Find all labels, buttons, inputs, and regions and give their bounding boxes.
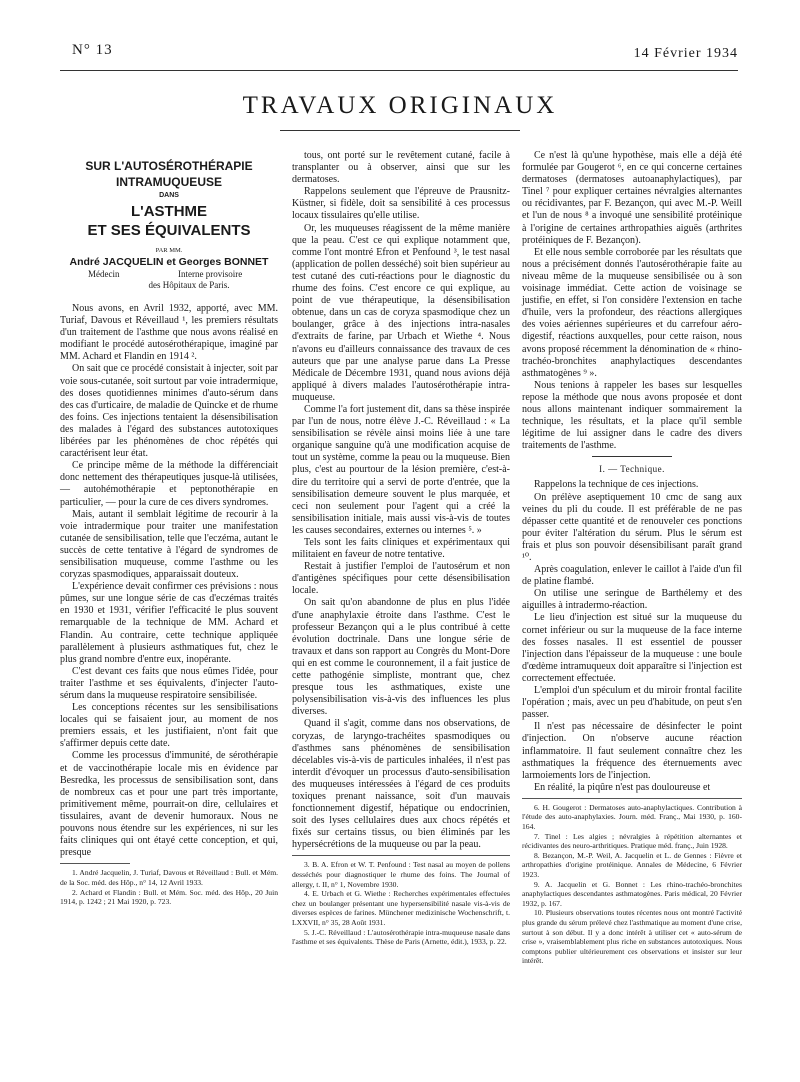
section-rule <box>280 130 520 131</box>
column-3-body-b <box>522 479 742 793</box>
body-paragraph: Après coagulation, enlever le caillot à l'aide d'un fil de platine flambé. <box>522 564 742 588</box>
section-divider <box>592 456 672 457</box>
column-3-footnotes <box>522 803 742 966</box>
issue-number: N° 13 <box>72 42 113 58</box>
body-paragraph: On sait que ce procédé consistait à injecter, soit par voie sous-cutanée, soit surtout par voie intradermique, des doses quotidiennes minimes d'auto-sérum dans des cas d'urticaire, de maladie de Quincke et de rhume des foins. Ces injections tentaient la désensibilisation des malades à l'égard des substances autotoxiques libérées par les phénomènes de choc répétés qui caractérisent leur état. <box>60 363 278 460</box>
body-paragraph: Ce n'est là qu'une hypothèse, mais elle a déjà été formulée par Gougerot ⁶, en ce qui concerne certaines dermatoses (dermatoses autoanaphylactiques), par Tinel ⁷ pour expliquer certaines névralgies alternantes ou récidivantes, par F. Bezançon, qui avec M.-P. Weill et l'un de nous ⁸ a invoqué une sensibilité protéinique à l'origine de certaines arthropathies aiguës (arthrites protéiniques de F. Bezançon). <box>522 150 742 246</box>
body-paragraph: Restait à justifier l'emploi de l'autosérum et non d'antigènes spécifiques pour cette désensibilisation locale. <box>292 561 510 597</box>
body-paragraph: Or, les muqueuses réagissent de la même manière que la peau. C'est ce qui explique notamment que, comme l'ont montré Efron et Penfound ³, le test nasal (application de pollen desséché) soit bien supérieur au test cutané des cuti-réactions pour le diagnostic du rhume des foins. C'est encore ce qui explique, au point de vue thérapeutique, la désensibilisation obtenue, dans un cas de coryza spasmodique chez un boulanger, grâce à des injections intra-nasales d'extraits de farine, par Urbach et Wiethe ⁴. Nous n'avons eu d'ailleurs connaissance des travaux de ces auteurs que par une analyse parue dans La Presse Médicale de Décembre 1931, quand nous avions déjà appliqué à divers malades l'autosérothérapie intra-muqueuse. <box>292 222 510 403</box>
footnote-separator <box>292 855 510 856</box>
footnote-separator <box>522 798 742 799</box>
footnote: 4. E. Urbach et G. Wiethe : Recherches expérimentales effectuées chez un boulanger présentant une hypersensibilité nasale vis-à-vis de diverses espèces de farines. Münchener medizinische Wochenschrift, t. LXXVII, n° 35, 28 Août 1931. <box>292 889 510 927</box>
footnote: 8. Bezançon, M.-P. Weil, A. Jacquelin et L. de Gennes : Fièvre et arthropathies d'origine protéinique. Annales de Médecine, 6 Février 1923. <box>522 850 742 880</box>
column-1 <box>60 150 278 907</box>
article-title-line-2: INTRAMUQUEUSE <box>115 175 222 189</box>
body-paragraph: Les conceptions récentes sur les sensibilisations locales qui se faisaient jour, au moment de nos premiers essais, et les justifiaient, n'ont fait que s'affirmer depuis cette date. <box>60 702 278 750</box>
body-paragraph: Il n'est pas nécessaire de désinfecter le point d'injection. On n'observe aucune réaction inflammatoire. Il faut seulement connaître chez les asthmatiques la fréquence des éternuements avec larmoiements lors de l'injection. <box>522 721 742 781</box>
body-paragraph: Quand il s'agit, comme dans nos observations, de coryzas, de laryngo-trachéites spasmodiques ou d'asthmes sans phénomènes de sensibilisation décelables vis-à-vis de particules inhalées, il n'est pas interdit d'évoquer un processus d'auto-sensibilisation des muqueuses intéressées à l'égard de ces produits toxiques prenant naissance, soit d'un mauvais fonctionnement digestif, hépatique ou endocrinien, soit des lyses cellulaires dues aux chocs répétés et fixés sur certains tissus, ou bien éliminés par les hypersécrétions de la muqueuse ou par la peau. <box>292 718 510 851</box>
issue-date: 14 Février 1934 <box>633 46 738 61</box>
column-3-body-a <box>522 150 742 452</box>
body-paragraph: L'emploi d'un spéculum et du miroir frontal facilite l'opération ; mais, avec un peu d'habitude, on peut s'en passer. <box>522 685 742 721</box>
footnote: 10. Plusieurs observations toutes récentes nous ont montré l'activité plus grande du sérum prélevé chez l'asthmatique au moment d'une crise, surtout à son début. Il y a donc intérêt à utiliser cet « auto-sérum de crise », vraisemblablement plus riche en substances autotoxiques. Nous comptons publier ultérieurement ces observations et insister sur leur intérêt. <box>522 908 742 966</box>
subsection-heading: I. — Technique. <box>599 464 665 475</box>
article-title-line-3: L'ASTHME <box>130 203 208 220</box>
footnote: 3. B. A. Efron et W. T. Penfound : Test nasal au moyen de pollens desséchés pour diagnostiquer le rhume des foins. The Journal of allergy, t. II, n° 1, Novembre 1930. <box>292 860 510 889</box>
header-rule <box>60 70 738 71</box>
body-paragraph: Le lieu d'injection est situé sur la muqueuse du cornet inférieur ou sur la muqueuse de la face interne des fosses nasales. Il est essentiel de pousser l'injection dans l'épaisseur de la muqueuse : une boule d'œdème intramuqueux doit apparaître si l'injection est correctement effectuée. <box>522 612 742 684</box>
column-3 <box>522 150 742 966</box>
article-title-line-1: SUR L'AUTOSÉROTHÉRAPIE <box>85 159 253 173</box>
footnote: 1. André Jacquelin, J. Turiaf, Davous et Réveillaud : Bull. et Mém. de la Soc. méd. des Hôp., n° 14, 12 Avril 1933. <box>60 868 278 887</box>
footnote-separator <box>60 863 130 864</box>
footnote: 7. Tinel : Les algies ; névralgies à répétition alternantes et récidivantes des neuro-arthritiques. Pratique méd. franç., Juin 1928. <box>522 831 742 851</box>
body-paragraph: Comme les processus d'immunité, de sérothérapie et de vaccinothérapie locale mis en évidence par Besredka, les processus de sensibilisation sont, dans de nombreux cas et pour une part très importante, primitivement même, pourrait-on dire, cellulaires et tissulaires, avant de devenir humoraux. Nous ne pouvons nous étendre sur les expériences, ni sur les faits cliniques qui ont étayé cette conception, et qui, presque <box>60 750 278 859</box>
par-mm: PAR MM. <box>155 247 183 254</box>
body-paragraph: Nous avons, en Avril 1932, apporté, avec MM. Turiaf, Davous et Réveillaud ¹, les premiers résultats d'un traitement de l'asthme que nous avons réalisé en modifiant le procédé autosérothérapique, imaginé par MM. Achard et Flandin en 1914 ². <box>60 303 278 363</box>
body-paragraph: Rappelons la technique de ces injections. <box>534 479 699 491</box>
column-1-body <box>60 303 278 859</box>
body-paragraph: On sait qu'on abandonne de plus en plus l'idée d'une anaphylaxie étroite dans l'asthme. C'est le professeur Bezançon qui a le plus contribué à cette évolution doctrinale. Dans une longue série de travaux et dans son rapport au Congrès du Mont-Dore qui en est comme le couronnement, il a fait justice de cette pathogénie simpliste, montrant que, chez presque tous les asthmatiques, existe une polysensibilisation vis-à-vis des influences les plus diverses. <box>292 597 510 718</box>
body-paragraph: Mais, autant il semblait légitime de recourir à la voie intradermique pour traiter une manifestation cutanée de sensibilisation, telle que l'eczéma, autant le succès de cette tentative à l'égard de syndromes de sensibilisation muqueuse, comme l'asthme ou les coryzas spasmodiques, apparaissait douteux. <box>60 508 278 581</box>
body-paragraph: Comme l'a fort justement dit, dans sa thèse inspirée par l'un de nous, notre élève J.-C. Réveillaud : « La sensibilisation se révèle ainsi moins liée à une tare organique sanguine qu'à une modification acquise de tout un système, comme la peau ou la muqueuse. Bien plus, c'est au pourtour de la lésion première, c'est-à-dire du territoire qui a servi de porte d'entrée, que la sensibilisation demeure souvent le plus marquée, et ceci non seulement pour l'agent qui a créé la sensibilisation initiale, mais aussi vis-à-vis de toutes les causes secondaires, externes ou internes ⁵. » <box>292 403 510 536</box>
body-paragraph: Nous tenions à rappeler les bases sur lesquelles repose la méthode que nous avons proposée et dont nous allons maintenant indiquer sommairement la technique, les résultats, et la place qu'il semble légitime de lui assigner dans le cadre des divers traitements de l'asthme. <box>522 379 742 452</box>
author-affiliations <box>60 269 278 280</box>
body-paragraph: On prélève aseptiquement 10 cmc de sang aux veines du pli du coude. Il est préférable de ne pas dépasser cette quantité et de renouveler ces ponctions pour éviter l'altération du sérum. Plus le sérum est frais et plus son pouvoir désensibilisant paraît grand ¹⁰. <box>522 491 742 563</box>
footnote: 9. A. Jacquelin et G. Bonnet : Les rhino-trachéo-bronchites anaphylactiques descendantes asthmatogènes. Paris médical, 20 Février 1932, p. 167. <box>522 879 742 908</box>
article-authors: André JACQUELIN et Georges BONNET <box>69 256 269 268</box>
footnote: 2. Achard et Flandin : Bull. et Mém. Soc. méd. des Hôp., 20 Juin 1914, p. 1242 ; 21 Mai 1920, p. 723. <box>60 887 278 907</box>
affiliation-hospital: des Hôpitaux de Paris. <box>148 280 230 290</box>
body-paragraph: tous, ont porté sur le revêtement cutané, facile à transplanter ou à observer, ainsi que sur les dermatoses. <box>292 150 510 186</box>
body-paragraph: En réalité, la piqûre n'est pas douloureuse et <box>534 781 711 793</box>
section-title: TRAVAUX ORIGINAUX <box>242 92 558 119</box>
column-2-body <box>292 150 510 851</box>
body-paragraph: Ce principe même de la méthode la différenciait donc nettement des thérapeutiques jusque-là utilisées, — autohémothérapie et peptonothérapie en particulier, — pour la cure de ces divers syndromes. <box>60 460 278 508</box>
affiliation-right: Interne provisoire <box>178 269 243 279</box>
column-1-footnotes <box>60 868 278 906</box>
body-paragraph: Tels sont les faits cliniques et expérimentaux qui militaient en faveur de notre tentative. <box>292 537 510 561</box>
column-2 <box>292 150 510 947</box>
article-title-line-4: ET SES ÉQUIVALENTS <box>87 222 251 239</box>
footnote: 5. J.-C. Réveillaud : L'autosérothérapie intra-muqueuse nasale dans l'asthme et ses équivalents. Thèse de Paris (Arnette, édit.), 1933, p. 22. <box>292 927 510 947</box>
body-paragraph: Et elle nous semble corroborée par les résultats que nous a précisément donnés l'autosérothérapie faite au niveau même de la muqueuse sensibilisée ou à son voisinage immédiat. Cette action de voisinage se justifie, en effet, si l'on considère l'extension en tache d'huile, vers la profondeur, des réactions allergiques des voies aériennes supérieures et du carrefour aéro-digestif, réactions auxquelles, pour cette raison, nous avons proposé récemment la dénomination de « rhino-trachéo-bronchites anaphylactiques descendantes asthmatogènes ⁹ ». <box>522 246 742 379</box>
body-paragraph: C'est devant ces faits que nous eûmes l'idée, pour traiter l'asthme et ses équivalents, d'injecter l'auto-sérum dans la muqueuse respiratoire sensibilisée. <box>60 665 278 701</box>
article-title-dans: DANS <box>159 192 179 199</box>
affiliation-left: Médecin <box>88 269 120 279</box>
footnote: 6. H. Gougerot : Dermatoses auto-anaphylactiques. Contribution à l'étude des auto-anaphylaxies. Journ. méd. Franç., Mai 1930, p. 160-164. <box>522 802 742 832</box>
body-paragraph: L'expérience devait confirmer ces prévisions : nous pûmes, sur une longue série de cas d'eczémas traités en 1930 et 1931, vérifier l'efficacité le plus souvent remarquable de la technique de MM. Achard et Flandin. Au contraire, cette technique appliquée parallèlement à plusieurs asthmatiques fut, chez le plus grand nombre d'entre eux, inopérante. <box>60 581 278 665</box>
body-paragraph: On utilise une seringue de Barthélemy et des aiguilles à intradermo-réaction. <box>522 588 742 612</box>
body-paragraph: Rappelons seulement que l'épreuve de Prausnitz-Küstner, si fidèle, doit sa sensibilité à ces processus locaux tissulaires qu'elle utilise. <box>292 186 510 222</box>
column-2-footnotes <box>292 860 510 946</box>
